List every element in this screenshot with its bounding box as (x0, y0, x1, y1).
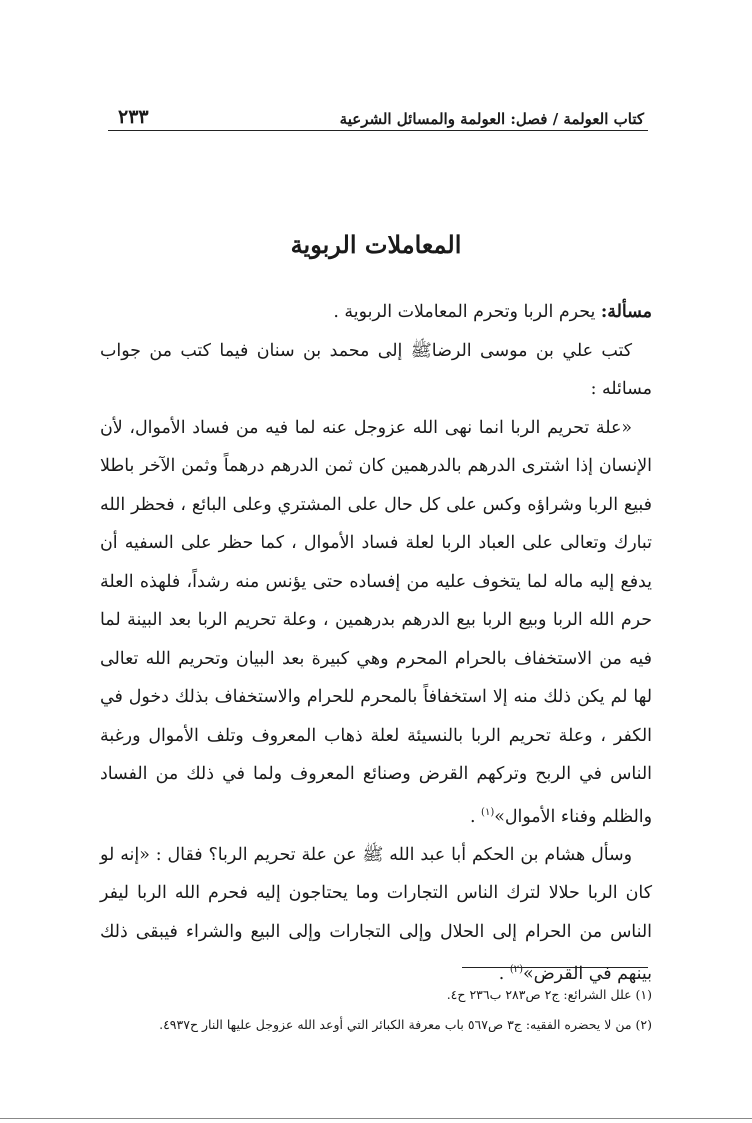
paragraph-3-end: . (498, 964, 510, 985)
footnote-ref-1: (١) (481, 806, 495, 818)
paragraph-2-end: . (469, 806, 482, 827)
issue-paragraph (100, 293, 652, 332)
section-title: المعاملات الربوية (290, 230, 462, 259)
paragraph-3-text: وسأل هشام بن الحكم أبا عبد الله ﷺ عن علة تحريم الربا؟ فقال : «إنه لو كان الربا حلالا لترك الناس التجارات وما يحتاجون إليه فحرم الله الربا ليفر الناس من الحرام إلى الحلال وإلى التجارات وإلى البيع والشراء فيبقى ذلك بينهم في القرض» (100, 844, 652, 985)
running-title: كتاب العولمة / فصل: العولمة والمسائل الشرعية (339, 110, 644, 128)
page-bottom-edge (0, 1118, 752, 1119)
running-header (118, 100, 644, 128)
footnote-1: (١) علل الشرائع: ج٢ ص٢٨٣ ب٢٣٦ ح٤. (446, 987, 652, 1002)
paragraph-2 (100, 409, 652, 836)
footnote-divider (462, 967, 648, 968)
footnotes (100, 980, 652, 1040)
footnote-ref-2: (٢) (509, 964, 524, 976)
paragraph-3 (100, 836, 652, 994)
page-number: ٢٣٣ (118, 106, 149, 128)
issue-label: مسألة: (600, 302, 652, 322)
footnote-2: (٢) من لا يحضره الفقيه: ج٣ ص٥٦٧ باب معرفة الكبائر التي أوعد الله عزوجل عليها النار ح٤٩٣٧. (159, 1017, 652, 1032)
header-divider (108, 130, 648, 131)
paragraph-1: كتب علي بن موسى الرضاﷺ إلى محمد بن سنان فيما كتب من جواب مسائله : (100, 340, 652, 399)
paragraph-2-text: «علة تحريم الربا انما نهى الله عزوجل عنه لما فيه من فساد الأموال، لأن الإنسان إذا اشترى الدرهم بالدرهمين كان ثمن الدرهم درهماً وثمن الآخر باطلا فبيع الربا وشراؤه وكس على كل حال على المشتري وعلى البائع ، فحظر الله تبارك وتعالى على العباد الربا لعلة فساد الأموال ، كما حظر على السفيه أن يدفع إليه ماله لما يتخوف عليه من إفساده حتى يؤنس منه رشداً، فلهذه العلة حرم الله الربا وبيع الربا بيع الدرهم بدرهمين ، وعلة تحريم الربا بعد البينة لما فيه من الاستخفاف بالحرام المحرم وهي كبيرة بعد البيان وتحريم الله تعالى لها لم يكن ذلك منه إلا استخفافاً بالمحرم للحرام والاستخفاف بذلك دخول في الكفر ، وعلة تحريم الربا بالنسيئة لعلة ذهاب المعروف وتلف الأموال ورغبة الناس في الربح وتركهم القرض وصنائع المعروف ولما في ذلك من الفساد والظلم وفناء الأموال» (100, 417, 652, 827)
issue-text: يحرم الربا وتحرم المعاملات الربوية . (333, 302, 601, 322)
body-text (100, 293, 652, 994)
